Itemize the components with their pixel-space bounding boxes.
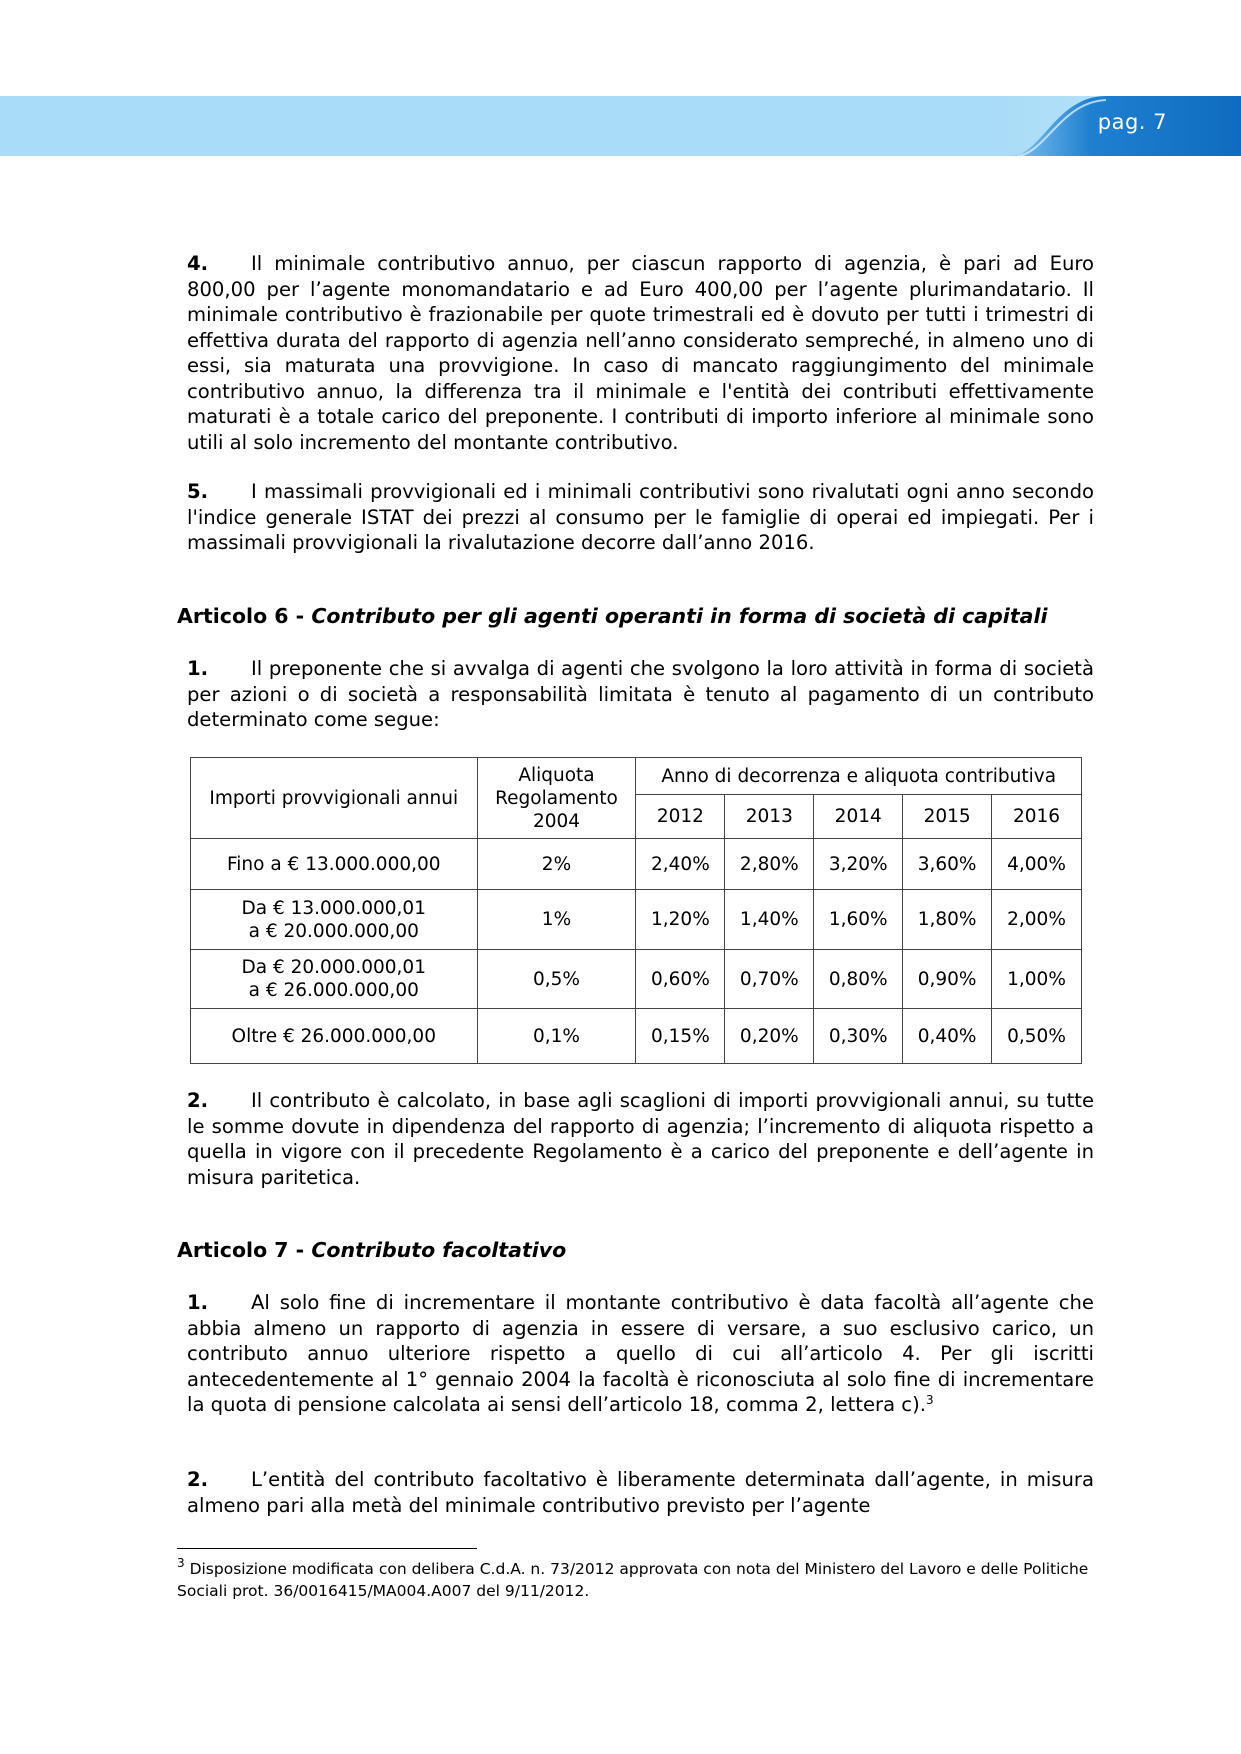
rate-cell: 4,00% xyxy=(992,839,1082,890)
paragraph-text: L’entità del contributo facoltativo è liberamente determinata dall’agente, in misura almeno pari alla metà del minimale contributivo previsto per l’agente xyxy=(187,1468,1094,1517)
footnote-separator xyxy=(177,1548,477,1549)
article-6-paragraph-2 xyxy=(187,1088,1094,1190)
rate-cell: 0,60% xyxy=(636,950,725,1009)
paragraph-number: 1. xyxy=(187,657,209,680)
header-importi: Importi provvigionali annui xyxy=(191,758,478,839)
rate-cell: 2,40% xyxy=(636,839,725,890)
paragraph-text: Al solo fine di incrementare il montante contributivo è data facoltà all’agente che abbia almeno un rapporto di agenzia in essere di versare, a suo esclusivo carico, un contributo annuo ulteriore rispetto a quello di cui all’articolo 4. Per gli iscritti antecedentemente al 1° gennaio 2004 la facoltà è riconosciuta al solo fine di incrementare la quota di pensione calcolata ai sensi dell’articolo 18, comma 2, lettera c). xyxy=(187,1291,1094,1416)
footnote-text: Disposizione modificata con delibera C.d.A. n. 73/2012 approvata con nota del Ministero del Lavoro e delle Politiche Sociali prot. 36/0016415/MA004.A007 del 9/11/2012. xyxy=(177,1560,1089,1600)
aliquota-cell: 0,1% xyxy=(477,1009,636,1064)
table-row xyxy=(191,1009,1082,1064)
year-cell: 2015 xyxy=(903,795,992,839)
article-7-paragraph-1 xyxy=(187,1290,1094,1418)
range-to: a € 20.000.000,00 xyxy=(248,920,419,942)
paragraph-number: 1. xyxy=(187,1291,209,1314)
rate-cell: 1,00% xyxy=(992,950,1082,1009)
rate-cell: 2,00% xyxy=(992,890,1082,950)
table-header-row xyxy=(191,758,1082,795)
range-cell: Fino a € 13.000.000,00 xyxy=(191,839,478,890)
header-anno: Anno di decorrenza e aliquota contributiva xyxy=(636,758,1082,795)
paragraph-4 xyxy=(187,251,1094,455)
year-cell: 2012 xyxy=(636,795,725,839)
rate-cell: 0,70% xyxy=(725,950,814,1009)
rate-cell: 0,50% xyxy=(992,1009,1082,1064)
range-from: Da € 20.000.000,01 xyxy=(241,957,426,978)
article-7-paragraph-2 xyxy=(187,1467,1094,1518)
rate-cell: 1,60% xyxy=(814,890,903,950)
article-6-heading xyxy=(177,604,1048,628)
range-cell xyxy=(191,950,478,1009)
aliquota-cell: 0,5% xyxy=(477,950,636,1009)
header-aliquota: Aliquota Regolamento 2004 xyxy=(477,758,636,839)
range-to: a € 26.000.000,00 xyxy=(248,980,419,1001)
range-from: Da € 13.000.000,01 xyxy=(241,897,426,919)
article-heading-title: Contributo facoltativo xyxy=(311,1238,567,1262)
paragraph-text: I massimali provvigionali ed i minimali contributivi sono rivalutati ogni anno secondo l'indice generale ISTAT dei prezzi al consumo per le famiglie di operai ed impiegati. Per i massimali provvigionali la rivalutazione decorre dall’anno 2016. xyxy=(187,480,1094,554)
rate-cell: 0,20% xyxy=(725,1009,814,1064)
paragraph-number: 2. xyxy=(187,1089,209,1112)
table-row xyxy=(191,839,1082,890)
footnote xyxy=(177,1558,1094,1602)
article-heading-prefix: Articolo 7 - xyxy=(177,1238,312,1262)
rate-cell: 0,15% xyxy=(636,1009,725,1064)
rate-cell: 1,20% xyxy=(636,890,725,950)
rate-cell: 1,40% xyxy=(725,890,814,950)
article-6-paragraph-1 xyxy=(187,656,1094,733)
paragraph-5 xyxy=(187,479,1094,556)
year-cell: 2016 xyxy=(992,795,1082,839)
page-number: pag. 7 xyxy=(1097,110,1167,134)
paragraph-text: Il contributo è calcolato, in base agli scaglioni di importi provvigionali annui, su tutte le somme dovute in dipendenza del rapporto di agenzia; l’incremento di aliquota rispetto a quella in vigore con il precedente Regolamento è a carico del preponente e dell’agente in misura paritetica. xyxy=(187,1089,1094,1189)
rate-cell: 0,80% xyxy=(814,950,903,1009)
range-cell xyxy=(191,890,478,950)
paragraph-number: 2. xyxy=(187,1468,209,1491)
rate-cell: 2,80% xyxy=(725,839,814,890)
rate-cell: 3,20% xyxy=(814,839,903,890)
footnote-marker: 3 xyxy=(177,1556,185,1570)
rate-cell: 1,80% xyxy=(903,890,992,950)
aliquota-cell: 2% xyxy=(477,839,636,890)
rate-cell: 0,30% xyxy=(814,1009,903,1064)
article-7-heading xyxy=(177,1238,566,1262)
rate-cell: 0,90% xyxy=(903,950,992,1009)
rate-cell: 0,40% xyxy=(903,1009,992,1064)
year-cell: 2014 xyxy=(814,795,903,839)
contribution-rates-table xyxy=(190,757,1082,1064)
table-row xyxy=(191,950,1082,1009)
footnote-reference: 3 xyxy=(925,1393,934,1407)
rate-cell: 3,60% xyxy=(903,839,992,890)
table-row xyxy=(191,890,1082,950)
paragraph-text: Il minimale contributivo annuo, per ciascun rapporto di agenzia, è pari ad Euro 800,00 per l’agente monomandatario e ad Euro 400,00 per l’agente plurimandatario. Il minimale contributivo è frazionabile per quote trimestrali ed è dovuto per tutti i trimestri di effettiva durata del rapporto di agenzia nell’anno considerato sempreché, in almeno uno di essi, sia maturata una provvigione. In caso di mancato raggiungimento del minimale contributivo annuo, la differenza tra il minimale e l'entità dei contributi effettivamente maturati è a totale carico del preponente. I contributi di importo inferiore al minimale sono utili al solo incremento del montante contributivo. xyxy=(187,252,1094,454)
paragraph-number: 4. xyxy=(187,252,209,275)
paragraph-text: Il preponente che si avvalga di agenti che svolgono la loro attività in forma di società per azioni o di società a responsabilità limitata è tenuto al pagamento di un contributo determinato come segue: xyxy=(187,657,1094,731)
aliquota-cell: 1% xyxy=(477,890,636,950)
range-cell: Oltre € 26.000.000,00 xyxy=(191,1009,478,1064)
article-heading-prefix: Articolo 6 - xyxy=(177,604,312,628)
year-cell: 2013 xyxy=(725,795,814,839)
paragraph-number: 5. xyxy=(187,480,209,503)
article-heading-title: Contributo per gli agenti operanti in forma di società di capitali xyxy=(311,604,1048,628)
